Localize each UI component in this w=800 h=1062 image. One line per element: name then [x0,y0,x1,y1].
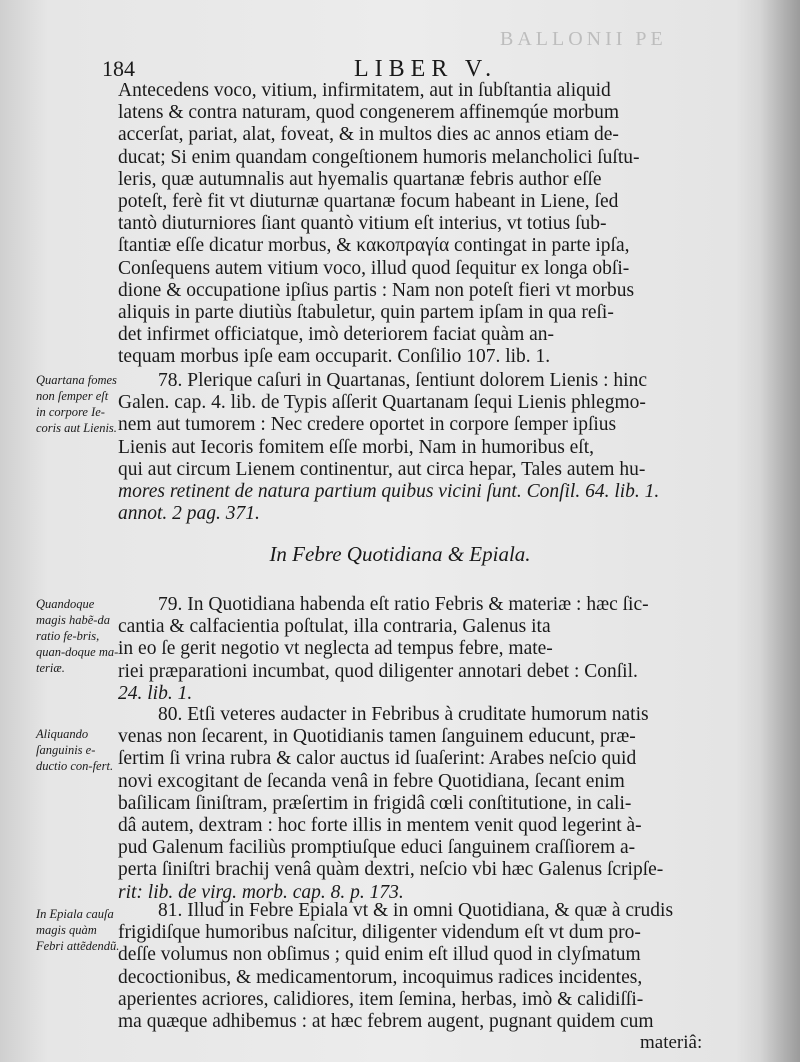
text-line: Lienis aut Iecoris fomitem eſſe morbi, Nam in humoribus eſt, [118,436,595,458]
paragraph-79 [118,594,768,705]
text-line: perta ſiniſtri brachij venâ quàm dextri, neſcio vbi hæc Galenus ſcripſe- [118,859,664,881]
text-line: cantia & calfacientia poſtulat, illa contraria, Galenus ita [118,616,551,638]
text-line: qui aut circum Lienem continentur, aut circa hepar, Tales autem hu- [118,458,646,480]
text-line: decoctionibus, & medicamentorum, incoquimus radices incidentes, [118,966,643,988]
text-line: novi excogitant de ſecanda venâ in febre Quotidiana, ſecant enim [118,770,625,792]
paragraph-78 [118,370,768,525]
paragraph-80 [118,704,768,904]
text-line: aliquis in parte diutiùs ſtabuletur, quin partem ipſam in qua reſi- [118,302,614,324]
text-line: nem aut tumorem : Nec credere oportet in corpore ſemper ipſius [118,414,617,436]
paragraph-81 [118,900,768,1033]
text-line: 80. Etſi veteres audacter in Febribus à cruditate humorum natis [158,704,649,725]
text-line: annot. 2 pag. 371. [118,503,260,525]
text-line: rit: lib. de virg. morb. cap. 8. p. 173. [118,881,404,903]
catchword: materiâ: [640,1032,703,1053]
text-line: mores retinent de natura partium quibus vicini ſunt. Conſil. 64. lib. 1. [118,481,660,503]
text-line: 78. Plerique caſuri in Quartanas, ſentiunt dolorem Lienis : hinc [158,370,648,391]
marginal-note: Quandoque magis habẽ-da ratio fe-bris, quan-doque ma-teriæ. [36,597,119,675]
text-line: leris, quæ autumnalis aut hyemalis quartanæ febris author eſſe [118,168,602,190]
text-line: deſſe volumus non obſimus ; quid enim eſt illud quod in clyſmatum [118,944,641,966]
text-line: venas non ſecarent, in Quotidianis tamen ſanguinem educunt, præ- [118,726,636,748]
text-line: 81. Illud in Febre Epiala vt & in omni Quotidiana, & quæ à crudis [158,900,674,921]
page-number: 184 [102,56,135,81]
text-line: accerſat, pariat, alat, foveat, & in multos dies ac annos etiam de- [118,124,619,146]
text-line: Galen. cap. 4. lib. de Typis aſſerit Quartanam ſequi Lienis phlegmo- [118,392,646,414]
text-line: baſilicam ſiniſtram, præſertim in frigidâ cœli conſtitutione, in cali- [118,792,632,814]
text-line: dione & occupatione ipſius partis : Nam non poteſt fieri vt morbus [118,279,635,301]
text-line: dâ autem, dextram : hoc forte illis in mentem venit quod legerint à- [118,815,642,837]
text-line: ſtantiæ eſſe dicatur morbus, & κακοπραγία contingat in parte ipſa, [118,235,630,257]
text-line: tantò diuturniores ſiant quantò vitium eſt interius, vt totius ſub- [118,213,607,235]
binding-shadow [760,0,800,1062]
text-line: riei præparationi incumbat, quod diligenter annotari debet : Conſil. [118,660,638,682]
text-line: 79. In Quotidiana habenda eſt ratio Febris & materiæ : hæc ſic- [158,594,649,615]
section-heading: In Febre Quotidiana & Epiala. [269,542,531,566]
marginal-note: In Epiala cauſa magis quàm Febri attẽdendũ. [36,907,120,953]
text-line: pud Galenum faciliùs promptiuſque educi ſanguinem craſſiorem a- [118,837,636,859]
text-line: poteſt, ferè fit vt diuturnæ quartanæ focum habeant in Liene, ſed [118,191,619,213]
text-line: in eo ſe gerit negotio vt neglecta ad tempus febre, mate- [118,638,553,660]
marginal-note: Aliquando ſanguinis e-ductio con-fert. [36,727,114,773]
opening-paragraph [118,80,768,369]
marginal-note: Quartana fomes non ſemper eſt in corpore Ie-coris aut Lienis. [36,373,117,435]
text-line: ma quæque adhibemus : at hæc febrem augent, pugnant quidem cum [118,1011,654,1033]
text-line: latens & contra naturam, quod congenerem affinemqúe morbum [118,102,620,124]
text-line: Conſequens autem vitium voco, illud quod ſequitur ex longa obſi- [118,257,630,279]
book-title: LIBER V. [354,56,498,82]
text-line: det infirmet officiatque, imò deteriorem faciat quàm an- [118,324,555,346]
text-line: ſertim ſi vrina rubra & calor auctus id ſuaſerint: Arabes neſcio quid [118,748,637,770]
text-line: tequam morbus ipſe eam occuparit. Conſilio 107. lib. 1. [118,346,551,368]
text-line: aperientes acriores, calidiores, item ſemina, herbas, imò & calidiſſi- [118,988,644,1010]
bleed-through-text: BALLONII PE [500,28,667,50]
text-line: Antecedens voco, vitium, infirmitatem, aut in ſubſtantia aliquid [118,80,611,101]
text-line: ducat; Si enim quandam congeſtionem humoris melancholici ſuſtu- [118,146,640,168]
text-line: 24. lib. 1. [118,682,193,704]
text-line: frigidiſque humoribus naſcitur, diligenter videndum eſt vt dum pro- [118,922,641,944]
